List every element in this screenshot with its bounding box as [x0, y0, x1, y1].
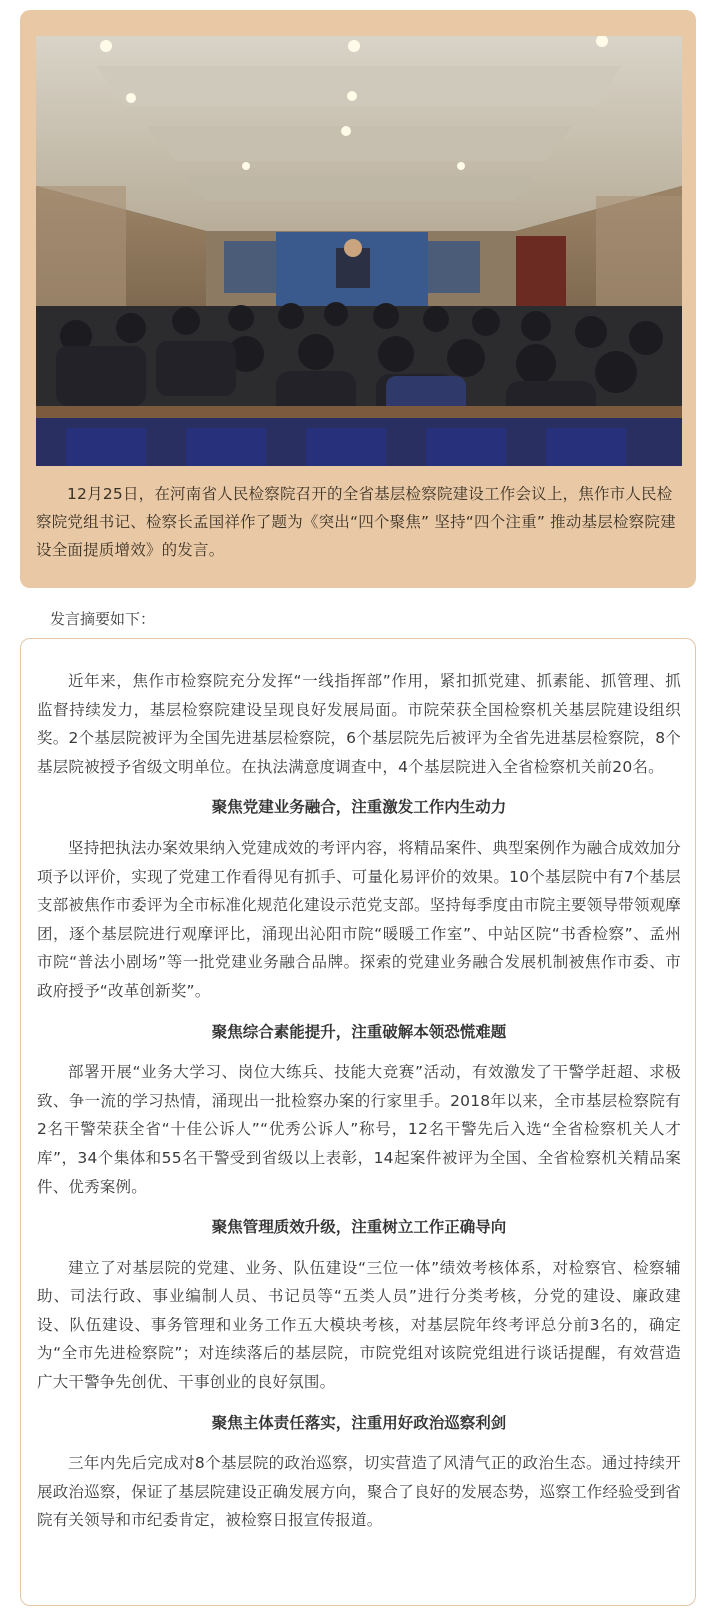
section-heading-2: 聚焦综合素能提升，注重破解本领恐慌难题	[211, 1022, 507, 1041]
section-body-2: 部署开展“业务大学习、岗位大练兵、技能大竞赛”活动，有效激发了干警学赶超、求极致、争一流的学习热情，涌现出一批检察办案的行家里手。2018年以来，全市基层检察院有2名干警荣获全省“十佳公诉人”“优秀公诉人”称号，12名干警先后入选“全省检察机关人才库”，34个集体和55名干警受到省级以上表彰，14起案件被评为全国、全省检察机关精品案件、优秀案例。	[37, 1063, 681, 1196]
intro-paragraph: 近年来，焦作市检察院充分发挥“一线指挥部”作用，紧扣抓党建、抓素能、抓管理、抓监督持续发力，基层检察院建设呈现良好发展局面。市院荣获全国检察机关基层院建设组织奖。2个基层院被评为全国先进基层检察院，6个基层院先后被评为全省先进基层检察院，8个基层院被授予省级文明单位。在执法满意度调查中，4个基层院进入全省检察机关前20名。	[37, 672, 681, 776]
section-heading-4: 聚焦主体责任落实，注重用好政治巡察利剑	[211, 1413, 507, 1432]
photo-card	[20, 10, 696, 588]
section-body-1: 坚持把执法办案效果纳入党建成效的考评内容，将精品案件、典型案例作为融合成效加分项予以评价，实现了党建工作看得见有抓手、可量化易评价的效果。10个基层院中有7个基层支部被焦作市委评为全市标准化规范化建设示范党支部。坚持每季度由市院主要领导带领观摩团，逐个基层院进行观摩评比，涌现出沁阳市院“暖暖工作室”、中站区院“书香检察”、孟州市院“普法小剧场”等一批党建业务融合品牌。探索的党建业务融合发展机制被焦作市委、市政府授予“改革创新奖”。	[37, 838, 681, 1000]
section-body-4: 三年内先后完成对8个基层院的政治巡察，切实营造了风清气正的政治生态。通过持续开展政治巡察，保证了基层院建设正确发展方向，聚合了良好的发展态势，巡察工作经验受到省院有关领导和市纪委肯定，被检察日报宣传报道。	[37, 1454, 681, 1530]
conference-photo	[36, 36, 682, 466]
conference-photo-illustration	[36, 36, 682, 466]
article-content	[37, 667, 681, 1547]
section-body-3: 建立了对基层院的党建、业务、队伍建设“三位一体”绩效考核体系，对检察官、检察辅助、司法行政、事业编制人员、书记员等“五类人员”进行分类考核，分党的建设、廉政建设、队伍建设、事务管理和业务工作五大模块考核，对基层院年终考评总分前3名的，确定为“全市先进检察院”；对连续落后的基层院，市院党组对该院党组进行谈话提醒，有效营造广大干警争先创优、干事创业的良好氛围。	[37, 1258, 681, 1392]
section-heading-1: 聚焦党建业务融合，注重激发工作内生动力	[211, 798, 507, 817]
article-card	[20, 638, 696, 1606]
summary-label: 发言摘要如下：	[50, 610, 156, 628]
section-heading-3: 聚焦管理质效升级，注重树立工作正确导向	[211, 1218, 507, 1237]
photo-caption: 12月25日，在河南省人民检察院召开的全省基层检察院建设工作会议上，焦作市人民检察院党组书记、检察长孟国祥作了题为《突出“四个聚焦” 坚持“四个注重” 推动基层检察院建设全面提质增效》的发言。	[36, 485, 676, 559]
